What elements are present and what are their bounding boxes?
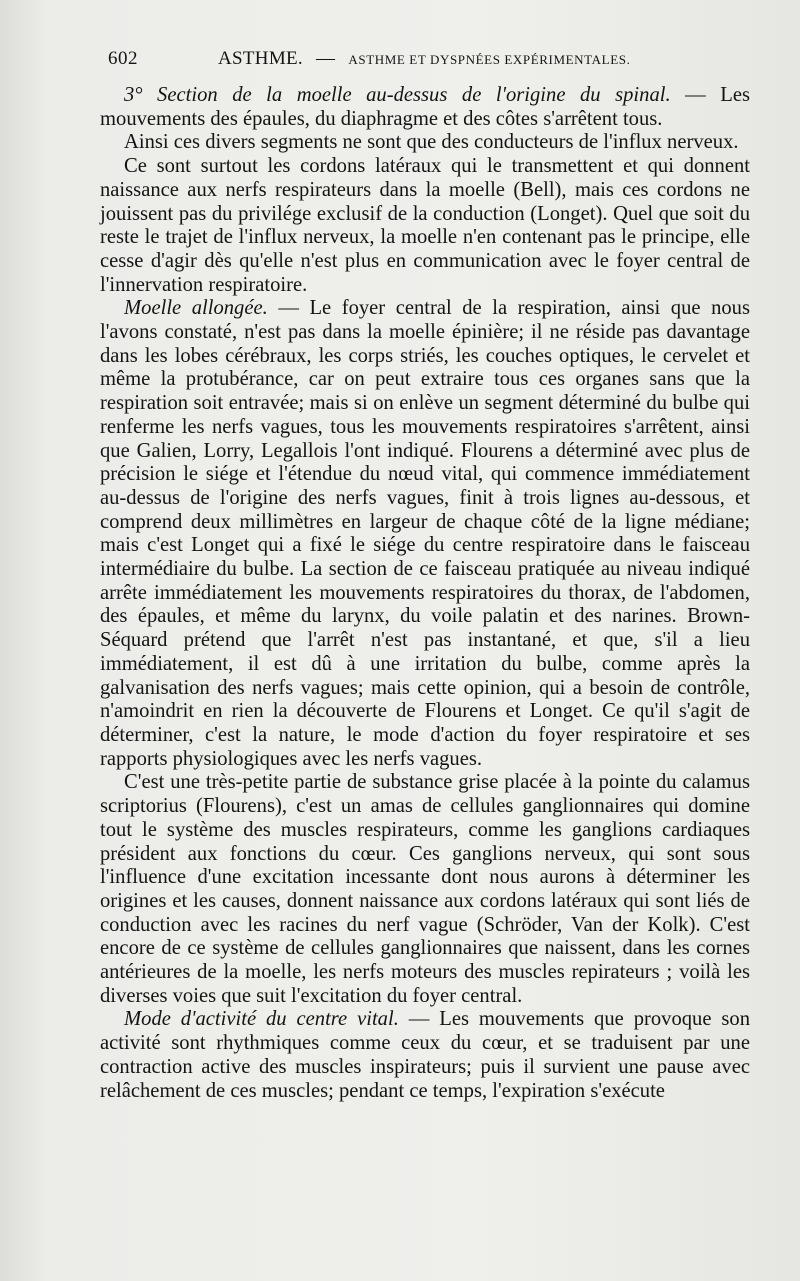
header-title-sub: ASTHME ET DYSPNÉES EXPÉRIMENTALES. (348, 52, 631, 67)
paragraph-text: Ce sont surtout les cordons latéraux qui le transmettent et qui donnent naissance aux nerfs respirateurs dans la moelle (Bell), mais ces cordons ne jouissent pas du privilége exclusif de la conduction (Longet). Quel que soit du reste le trajet de l'influx nerveux, la moelle n'en contenant pas le principe, elle cesse d'agir dès qu'elle n'est plus en communication avec le foyer central de l'innervation respiratoire. (100, 155, 750, 296)
body-text (100, 84, 750, 1103)
paragraph-text: — Le foyer central de la respiration, ainsi que nous l'avons constaté, n'est pas dans la moelle épinière; il ne réside pas davantage dans les lobes cérébraux, les corps striés, les couches optiques, le cervelet et même la protubérance, car on peut extraire tous ces organes sans que la respiration soit entravée; mais si on enlève un segment déterminé du bulbe qui renferme les nerfs vagues, tous les mouvements respiratoires s'arrêtent, ainsi que Galien, Lorry, Legallois l'ont indiqué. Flourens a déterminé avec plus de précision le siége et l'étendue du nœud vital, qui commence immédiatement au-dessus de l'origine des nerfs vagues, finit à trois lignes au-dessous, et comprend deux millimètres en largeur de chaque côté de la ligne médiane; mais c'est Longet qui a fixé le siége du centre respiratoire dans le faisceau intermédiaire du bulbe. La section de ce faisceau pratiquée au niveau indiqué arrête immédiatement les mouvements respiratoires du thorax, de l'abdomen, des épaules, et même du larynx, du voile palatin et des narines. Brown-Séquard prétend que l'arrêt n'est pas instantané, et que, s'il a lieu immédiatement, il est dû à une irritation du bulbe, comme après la galvanisation des nerfs vagues; mais cette opinion, qui a besoin de contrôle, n'amoindrit en rien la découverte de Flourens et Longet. Ce qu'il s'agit de déterminer, c'est la nature, le mode d'action du foyer respiratoire et ses rapports physiologiques avec les nerfs vagues. (100, 297, 750, 770)
page-number: 602 (108, 48, 138, 69)
paragraph-text: C'est une très-petite partie de substance grise placée à la pointe du calamus scriptorius (Flourens), c'est un amas de cellules ganglionnaires qui domine tout le système des muscles respirateurs, comme les ganglions cardiaques président aux fonctions du cœur. Ces ganglions nerveux, qui sont sous l'influence d'une excitation incessante dont nous aurons à déterminer les origines et les causes, donnent naissance aux cordons latéraux qui sont liés de conduction avec les racines du nerf vague (Schröder, Van der Kolk). C'est encore de ce système de cellules ganglionnaires que naissent, dans les cornes antérieures de la moelle, les nerfs moteurs des muscles repirateurs ; voilà les diverses voies que suit l'excitation du foyer central. (100, 771, 750, 1007)
paragraph-text: — Les mouvements que provoque son activité sont rhythmiques comme ceux du cœur, et se traduisent par une contraction active des muscles inspirateurs; puis il survient une pause avec relâchement de ces muscles; pendant ce temps, l'expiration s'exécute (100, 1008, 750, 1102)
paragraph-section-spinal (100, 84, 750, 131)
header-separator: — (316, 48, 336, 69)
paragraph-lead: 3° Section de la moelle au-dessus de l'origine du spinal. (124, 84, 671, 106)
paragraph-moelle-allongee (100, 297, 750, 771)
paragraph-cordons-lateraux (100, 155, 750, 297)
header-title-main: ASTHME. (218, 48, 303, 69)
running-header (100, 48, 750, 78)
paragraph-lead: Mode d'activité du centre vital. (124, 1008, 399, 1031)
paragraph-lead: Moelle allongée. (124, 297, 268, 320)
paragraph-substance-grise (100, 771, 750, 1008)
paragraph-text: Ainsi ces divers segments ne sont que des conducteurs de l'influx nerveux. (124, 131, 739, 154)
paragraph-mode-activite (100, 1008, 750, 1103)
paragraph-text: — Les mouvements des épaules, du diaphragme et des côtes s'arrêtent tous. (100, 84, 751, 130)
running-title (218, 48, 630, 70)
paragraph-conducteurs (100, 131, 750, 155)
